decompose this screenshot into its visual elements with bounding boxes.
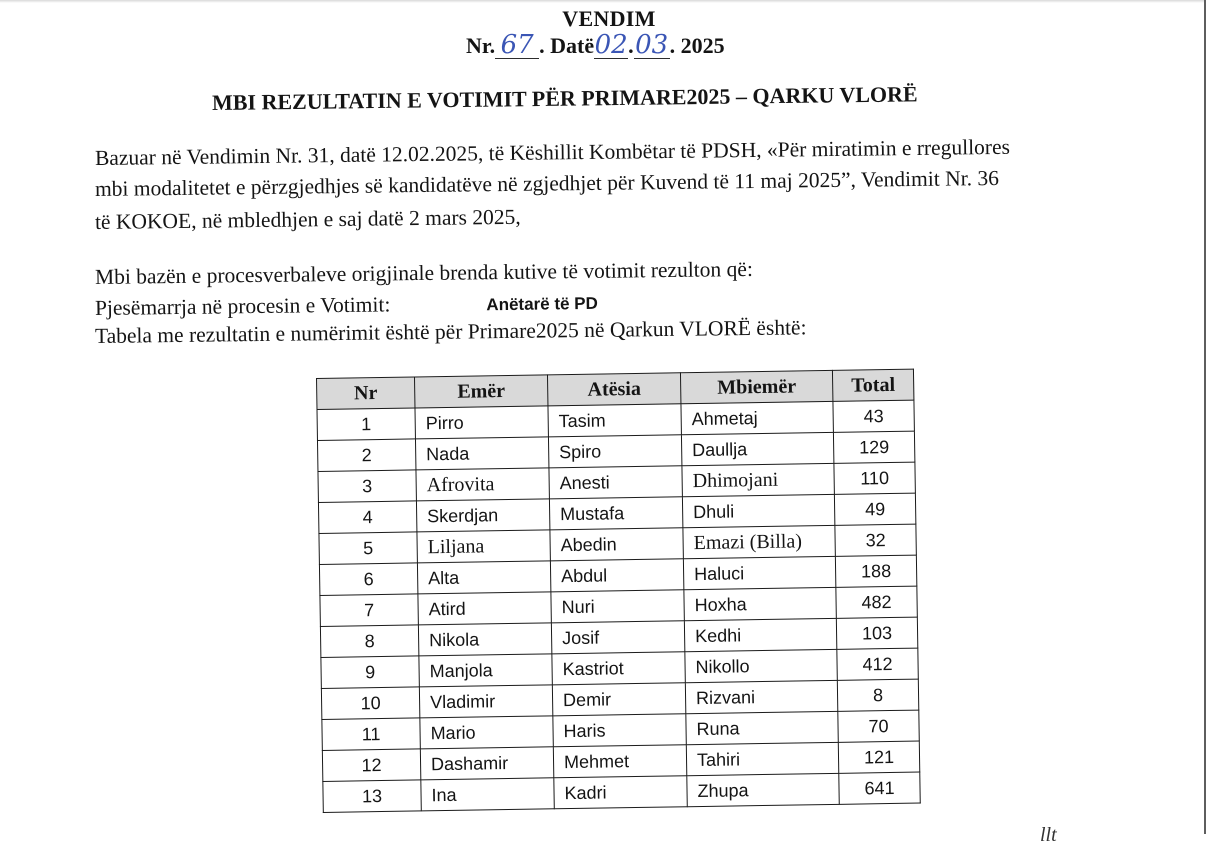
cell-last-name: Emazi (Billa): [683, 525, 835, 558]
nr-prefix: Nr.: [466, 33, 496, 58]
table-intro-line: Tabela me rezultatin e numërimit është për Primare2025 në Qarkun VLORË është:: [94, 315, 807, 348]
cell-father-name: Abdul: [550, 559, 683, 592]
cell-first-name: Nikola: [418, 623, 551, 656]
header-total: Total: [832, 369, 913, 401]
cell-total: 482: [836, 586, 917, 618]
cell-total: 641: [839, 772, 920, 804]
cell-total: 121: [838, 741, 919, 773]
cell-nr: 6: [319, 563, 417, 596]
handwritten-date-day: 02: [594, 30, 628, 60]
cell-nr: 8: [320, 625, 418, 658]
cell-last-name: Haluci: [683, 556, 835, 589]
cell-nr: 7: [320, 594, 418, 627]
cell-last-name: Rizvani: [685, 680, 837, 713]
cell-nr: 9: [321, 656, 419, 689]
cell-total: 32: [835, 524, 916, 556]
cell-first-name: Manjola: [419, 654, 552, 687]
cell-last-name: Daullja: [681, 432, 833, 465]
cell-first-name: Vladimir: [419, 685, 552, 718]
cell-father-name: Spiro: [548, 435, 681, 468]
cell-last-name: Hoxha: [684, 587, 836, 620]
cell-total: 412: [837, 648, 918, 680]
cell-father-name: Haris: [553, 714, 686, 747]
cell-nr: 5: [319, 532, 417, 565]
document-heading: VENDIM: [562, 6, 656, 31]
document-title: MBI REZULTATIN E VOTIMIT PËR PRIMARE2025 – QARKU VLORË: [211, 81, 918, 115]
cell-total: 188: [835, 555, 916, 587]
cut-off-footer-text: llt: [1040, 824, 1057, 846]
cell-last-name: Tahiri: [686, 742, 838, 775]
cell-father-name: Tasim: [548, 404, 681, 437]
cell-nr: 4: [318, 501, 416, 534]
header-atesia: Atësia: [547, 373, 680, 406]
cell-father-name: Abedin: [550, 528, 683, 561]
participation-value: Anëtarë të PD: [486, 293, 598, 315]
cell-first-name: Ina: [421, 778, 554, 811]
cell-nr: 12: [322, 749, 420, 782]
cell-first-name: Dashamir: [420, 747, 553, 780]
date-separator: .: [628, 33, 634, 58]
cell-total: 110: [834, 462, 915, 494]
cell-last-name: Dhimojani: [682, 463, 834, 496]
date-prefix: . Datë: [539, 33, 595, 58]
cell-last-name: Zhupa: [687, 773, 839, 806]
cell-total: 70: [838, 710, 919, 742]
cell-nr: 13: [323, 780, 421, 813]
header-mbiemer: Mbiemër: [680, 370, 832, 403]
page-right-edge: [1204, 0, 1206, 834]
cell-last-name: Dhuli: [682, 494, 834, 527]
participation-line: [95, 290, 598, 321]
participation-label: Pjesëmarrja në procesin e Votimit:: [94, 292, 391, 320]
cell-total: 103: [836, 617, 917, 649]
cell-total: 49: [834, 493, 915, 525]
cell-first-name: Mario: [420, 716, 553, 749]
intro-line-2: mbi modalitetet e përzgjedhjes së kandidatëve në zgjedhjet për Kuvend të 11 maj 2025”, Vendimit Nr. 36: [94, 165, 1000, 201]
cell-nr: 2: [317, 439, 415, 472]
handwritten-date-month: 03: [635, 30, 669, 60]
cell-father-name: Mehmet: [553, 745, 686, 778]
intro-line-1: Bazuar në Vendimin Nr. 31, datë 12.02.2025, të Këshillit Kombëtar të PDSH, «Për miratimin e rregullores: [94, 134, 1011, 170]
cell-total: 129: [833, 431, 914, 463]
cell-last-name: Kedhi: [684, 618, 836, 651]
cell-father-name: Kadri: [554, 776, 687, 809]
header-emer: Emër: [414, 375, 547, 408]
page-top-shadow: [0, 0, 1204, 3]
date-year: . 2025: [669, 33, 725, 58]
cell-first-name: Skerdjan: [416, 499, 549, 532]
cell-first-name: Pirro: [415, 406, 548, 439]
cell-father-name: Mustafa: [549, 497, 682, 530]
cell-first-name: Afrovita: [416, 468, 549, 501]
cell-father-name: Kastriot: [552, 652, 685, 685]
cell-first-name: Atird: [418, 592, 551, 625]
cell-father-name: Demir: [552, 683, 685, 716]
cell-total: 43: [833, 400, 914, 432]
cell-father-name: Nuri: [551, 590, 684, 623]
cell-last-name: Ahmetaj: [681, 401, 833, 434]
cell-total: 8: [837, 679, 918, 711]
cell-father-name: Anesti: [549, 466, 682, 499]
basis-line: Mbi bazën e procesverbaleve origjinale brenda kutive të votimit rezulton që:: [94, 256, 753, 289]
cell-father-name: Josif: [551, 621, 684, 654]
cell-nr: 3: [318, 470, 416, 503]
cell-first-name: Liljana: [417, 530, 550, 563]
decision-number-line: [466, 32, 725, 59]
cell-first-name: Alta: [417, 561, 550, 594]
header-nr: Nr: [317, 377, 415, 410]
cell-nr: 11: [322, 718, 420, 751]
cell-nr: 1: [317, 408, 415, 441]
cell-nr: 10: [321, 687, 419, 720]
results-table: [316, 369, 921, 813]
cell-last-name: Runa: [686, 711, 838, 744]
handwritten-decision-number: 67: [495, 32, 539, 59]
cell-last-name: Nikollo: [685, 649, 837, 682]
table-body: [317, 400, 920, 812]
intro-line-3: të KOKOE, në mbledhjen e saj datë 2 mars 2025,: [94, 204, 521, 234]
cell-first-name: Nada: [415, 437, 548, 470]
